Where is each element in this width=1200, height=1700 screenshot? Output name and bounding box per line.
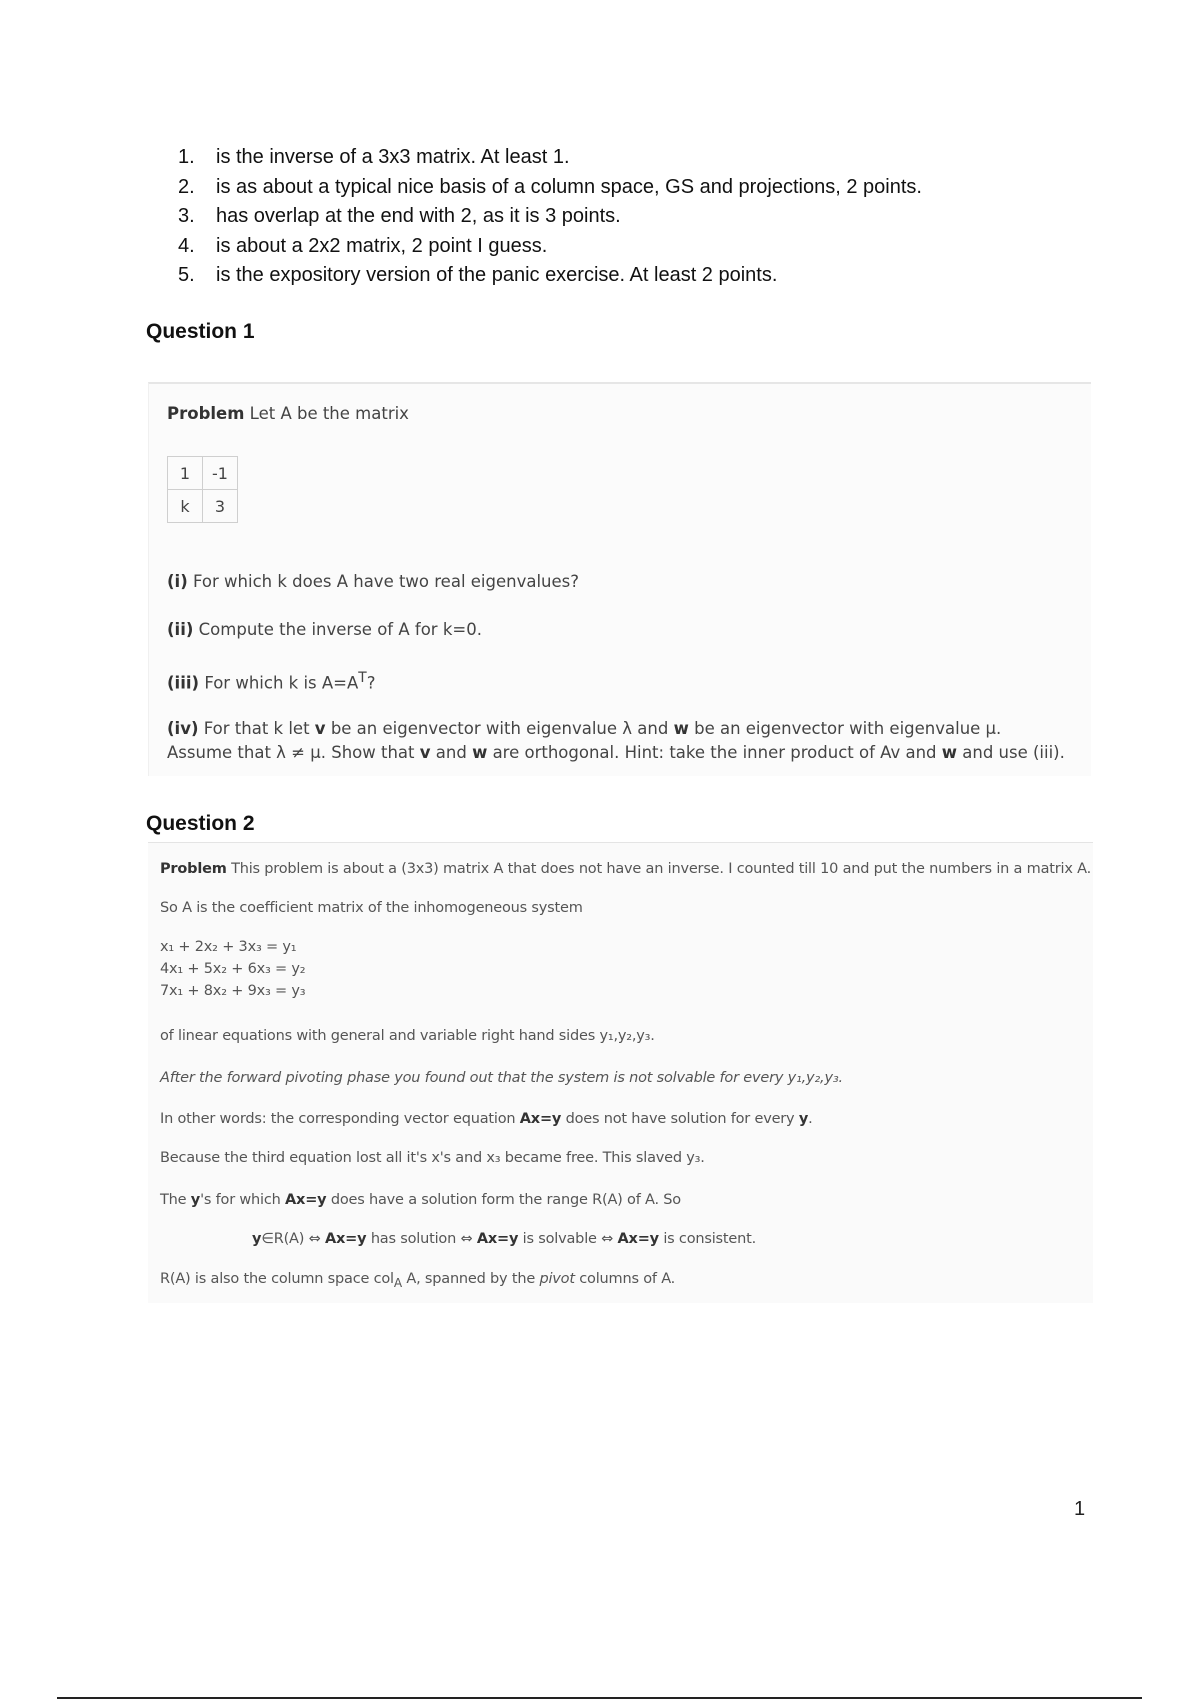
list-item: 4. is about a 2x2 matrix, 2 point I guess. <box>178 234 548 257</box>
problem-statement: Problem This problem is about a (3x3) matrix A that does not have an inverse. I counted till 10 and put the numbers in a matrix A. <box>160 861 1091 877</box>
coefficient-text: So A is the coefficient matrix of the inhomogeneous system <box>160 900 583 916</box>
list-item: 1. is the inverse of a 3x3 matrix. At least 1. <box>178 146 570 168</box>
because-text: Because the third equation lost all it's x's and x₃ became free. This slaved y₃. <box>160 1150 705 1166</box>
list-item: 3. has overlap at the end with 2, as it is 3 points. <box>178 205 621 227</box>
list-item: 5. is the expository version of the panic exercise. At least 2 points. <box>178 264 778 286</box>
equivalence-line: y∈R(A) ⇔ Ax=y has solution ⇔ Ax=y is solvable ⇔ Ax=y is consistent. <box>252 1231 756 1247</box>
matrix-a <box>167 456 238 523</box>
part-i: (i) For which k does A have two real eigenvalues? <box>167 572 580 591</box>
column-space-text: R(A) is also the column space col$_A$ A, spanned by the pivot columns of A. <box>160 1271 676 1290</box>
matrix-cell: -1 <box>203 457 238 490</box>
equation-2: 4x₁ + 5x₂ + 6x₃ = y₂ <box>160 961 306 977</box>
footer-divider <box>57 1697 1142 1699</box>
question-2-problem-panel <box>148 842 1093 1303</box>
other-words-text: In other words: the corresponding vector equation Ax=y does not have solution for every y. <box>160 1111 813 1127</box>
equation-3: 7x₁ + 8x₂ + 9x₃ = y₃ <box>160 983 306 999</box>
list-item: 2. is as about a typical nice basis of a column space, GS and projections, 2 points. <box>178 175 922 198</box>
part-ii: (ii) Compute the inverse of A for k=0. <box>167 620 482 639</box>
part-iii: (iii) For which k is $A=A^T$? <box>167 670 376 693</box>
linear-equations-text: of linear equations with general and variable right hand sides y₁,y₂,y₃. <box>160 1028 655 1044</box>
problem-statement: Problem Let A be the matrix <box>167 404 409 423</box>
page-number: 1 <box>1074 1498 1086 1520</box>
part-iv-line-1: (iv) For that k let v be an eigenvector with eigenvalue λ and w be an eigenvector with eigenvalue μ. <box>167 719 1002 738</box>
pivot-text: After the forward pivoting phase you found out that the system is not solvable for every y₁,y₂,y₃. <box>160 1070 843 1086</box>
equation-1: x₁ + 2x₂ + 3x₃ = y₁ <box>160 939 297 955</box>
question-2-heading: Question 2 <box>146 812 255 835</box>
range-text: The y's for which Ax=y does have a solution form the range R(A) of A. So <box>160 1192 681 1208</box>
matrix-cell: k <box>168 490 203 523</box>
question-1-problem-panel <box>148 382 1091 776</box>
matrix-cell: 3 <box>203 490 238 523</box>
question-1-heading: Question 1 <box>146 320 255 343</box>
intro-list <box>178 143 922 291</box>
matrix-cell: 1 <box>168 457 203 490</box>
part-iv-line-2: Assume that λ ≠ μ. Show that v and w are orthogonal. Hint: take the inner product of Av and w and use (iii). <box>167 743 1065 762</box>
